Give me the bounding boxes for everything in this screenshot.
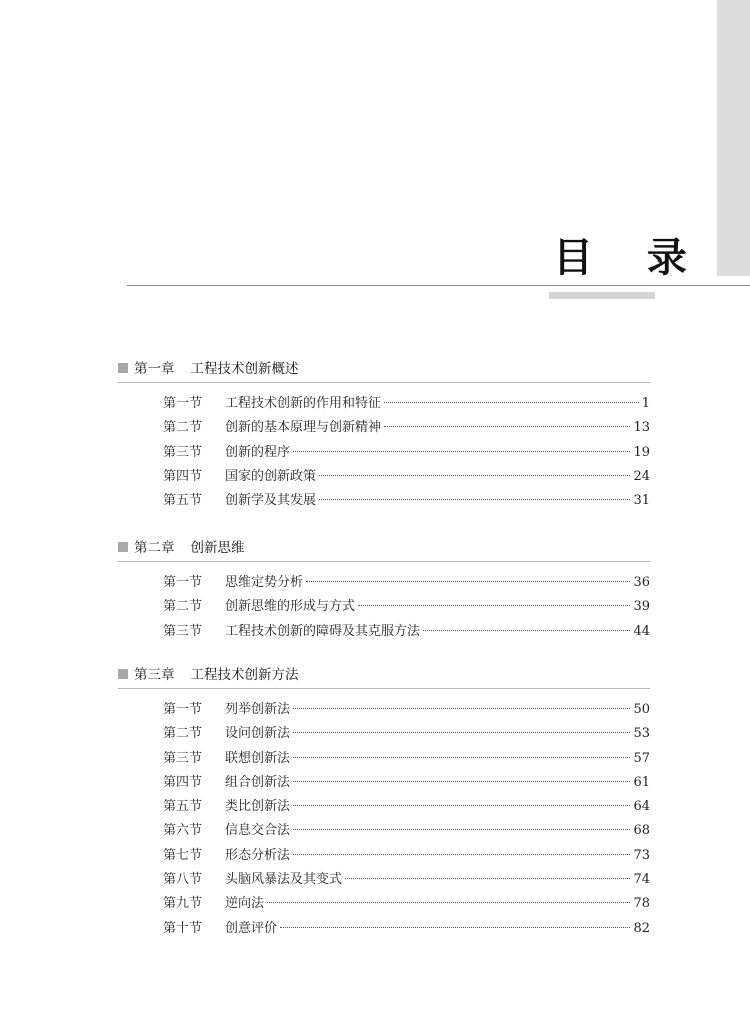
section-number: 第五节 — [163, 493, 203, 509]
dot-leader — [345, 878, 630, 879]
toc-entry[interactable] — [118, 698, 650, 722]
section-title: 工程技术创新的障碍及其克服方法 — [225, 623, 421, 639]
dot-leader — [280, 927, 630, 928]
chapter-heading — [118, 358, 650, 383]
section-number: 第一节 — [163, 702, 203, 717]
chapter-square-icon — [118, 669, 128, 679]
chapter-heading — [118, 664, 650, 689]
dot-leader — [293, 781, 630, 782]
section-title: 创新学及其发展 — [225, 493, 317, 509]
section-list — [118, 392, 650, 513]
page-number: 53 — [633, 726, 650, 742]
chapter-number: 第三章 — [134, 667, 175, 683]
toc-entry[interactable] — [118, 917, 650, 941]
chapter-3 — [118, 664, 650, 941]
section-number: 第一节 — [163, 575, 203, 590]
section-number: 第四节 — [163, 774, 203, 790]
toc-entry[interactable] — [118, 747, 650, 771]
chapter-2 — [118, 537, 650, 644]
page-number: 78 — [633, 896, 650, 912]
toc-entry[interactable] — [118, 722, 650, 746]
section-title: 思维定势分析 — [225, 575, 304, 590]
page-title: 目 录 — [553, 234, 707, 281]
page-number: 1 — [641, 396, 650, 411]
section-title: 信息交合法 — [225, 823, 291, 839]
toc-entry[interactable] — [118, 416, 650, 440]
page-number: 74 — [633, 872, 650, 888]
dot-leader — [267, 902, 630, 903]
section-title: 创新思维的形成与方式 — [225, 599, 356, 615]
toc-entry[interactable] — [118, 868, 650, 892]
page-number: 36 — [633, 575, 650, 590]
section-number: 第三节 — [163, 623, 203, 639]
section-number: 第三节 — [163, 444, 203, 460]
section-number: 第二节 — [163, 420, 203, 436]
dot-leader — [306, 581, 630, 582]
page-number: 19 — [633, 444, 650, 460]
dot-leader — [358, 605, 630, 606]
page-number: 44 — [633, 623, 650, 639]
section-list — [118, 698, 650, 941]
dot-leader — [293, 805, 630, 806]
toc-entry[interactable] — [118, 595, 650, 619]
section-title: 工程技术创新的作用和特征 — [225, 396, 382, 411]
section-number: 第四节 — [163, 468, 203, 484]
dot-leader — [293, 732, 630, 733]
section-title: 类比创新法 — [225, 799, 291, 815]
dot-leader — [319, 475, 630, 476]
chapter-heading — [118, 537, 650, 562]
section-number: 第五节 — [163, 799, 203, 815]
section-number: 第六节 — [163, 823, 203, 839]
page-number: 13 — [633, 420, 650, 436]
section-number: 第三节 — [163, 750, 203, 766]
chapter-square-icon — [118, 363, 128, 373]
page-number: 31 — [633, 493, 650, 509]
chapter-title: 工程技术创新概述 — [190, 361, 299, 377]
dot-leader — [293, 708, 630, 709]
section-title: 创新的程序 — [225, 444, 291, 460]
section-number: 第九节 — [163, 896, 203, 912]
dot-leader — [384, 402, 639, 403]
section-number: 第一节 — [163, 396, 203, 411]
toc-entry[interactable] — [118, 819, 650, 843]
toc-entry[interactable] — [118, 892, 650, 916]
section-list — [118, 571, 650, 644]
chapter-1 — [118, 358, 650, 513]
toc-entry[interactable] — [118, 795, 650, 819]
dot-leader — [319, 499, 630, 500]
page-number: 68 — [633, 823, 650, 839]
title-accent-bar — [549, 292, 655, 299]
dot-leader — [293, 829, 630, 830]
page-number: 73 — [633, 847, 650, 863]
section-title: 形态分析法 — [225, 847, 291, 863]
section-number: 第二节 — [163, 726, 203, 742]
chapter-number: 第二章 — [134, 540, 175, 556]
toc-entry[interactable] — [118, 844, 650, 868]
section-title: 设问创新法 — [225, 726, 291, 742]
page-number: 61 — [633, 774, 650, 790]
chapter-title: 创新思维 — [190, 540, 245, 556]
section-title: 逆向法 — [225, 896, 265, 912]
page-number: 50 — [633, 702, 650, 717]
chapter-number: 第一章 — [134, 361, 175, 377]
page-number: 64 — [633, 799, 650, 815]
dot-leader — [293, 757, 630, 758]
toc-entry[interactable] — [118, 771, 650, 795]
toc-entry[interactable] — [118, 465, 650, 489]
page-number: 24 — [633, 468, 650, 484]
toc-entry[interactable] — [118, 489, 650, 513]
section-number: 第八节 — [163, 872, 203, 888]
page-number: 39 — [633, 599, 650, 615]
section-number: 第七节 — [163, 847, 203, 863]
toc-entry[interactable] — [118, 571, 650, 595]
toc-entry[interactable] — [118, 441, 650, 465]
side-tab-marker — [717, 0, 750, 276]
section-title: 国家的创新政策 — [225, 468, 317, 484]
toc-entry[interactable] — [118, 392, 650, 416]
dot-leader — [293, 854, 630, 855]
page-number: 57 — [633, 750, 650, 766]
title-divider — [127, 285, 750, 286]
section-title: 创新的基本原理与创新精神 — [225, 420, 382, 436]
section-number: 第十节 — [163, 920, 203, 936]
section-title: 列举创新法 — [225, 702, 291, 717]
chapter-title: 工程技术创新方法 — [190, 667, 299, 683]
section-title: 头脑风暴法及其变式 — [225, 872, 343, 888]
section-number: 第二节 — [163, 599, 203, 615]
section-title: 创意评价 — [225, 920, 278, 936]
section-title: 联想创新法 — [225, 750, 291, 766]
dot-leader — [384, 426, 630, 427]
page-number: 82 — [633, 920, 650, 936]
dot-leader — [423, 630, 630, 631]
dot-leader — [293, 451, 630, 452]
chapter-square-icon — [118, 542, 128, 552]
toc-entry[interactable] — [118, 620, 650, 644]
section-title: 组合创新法 — [225, 774, 291, 790]
